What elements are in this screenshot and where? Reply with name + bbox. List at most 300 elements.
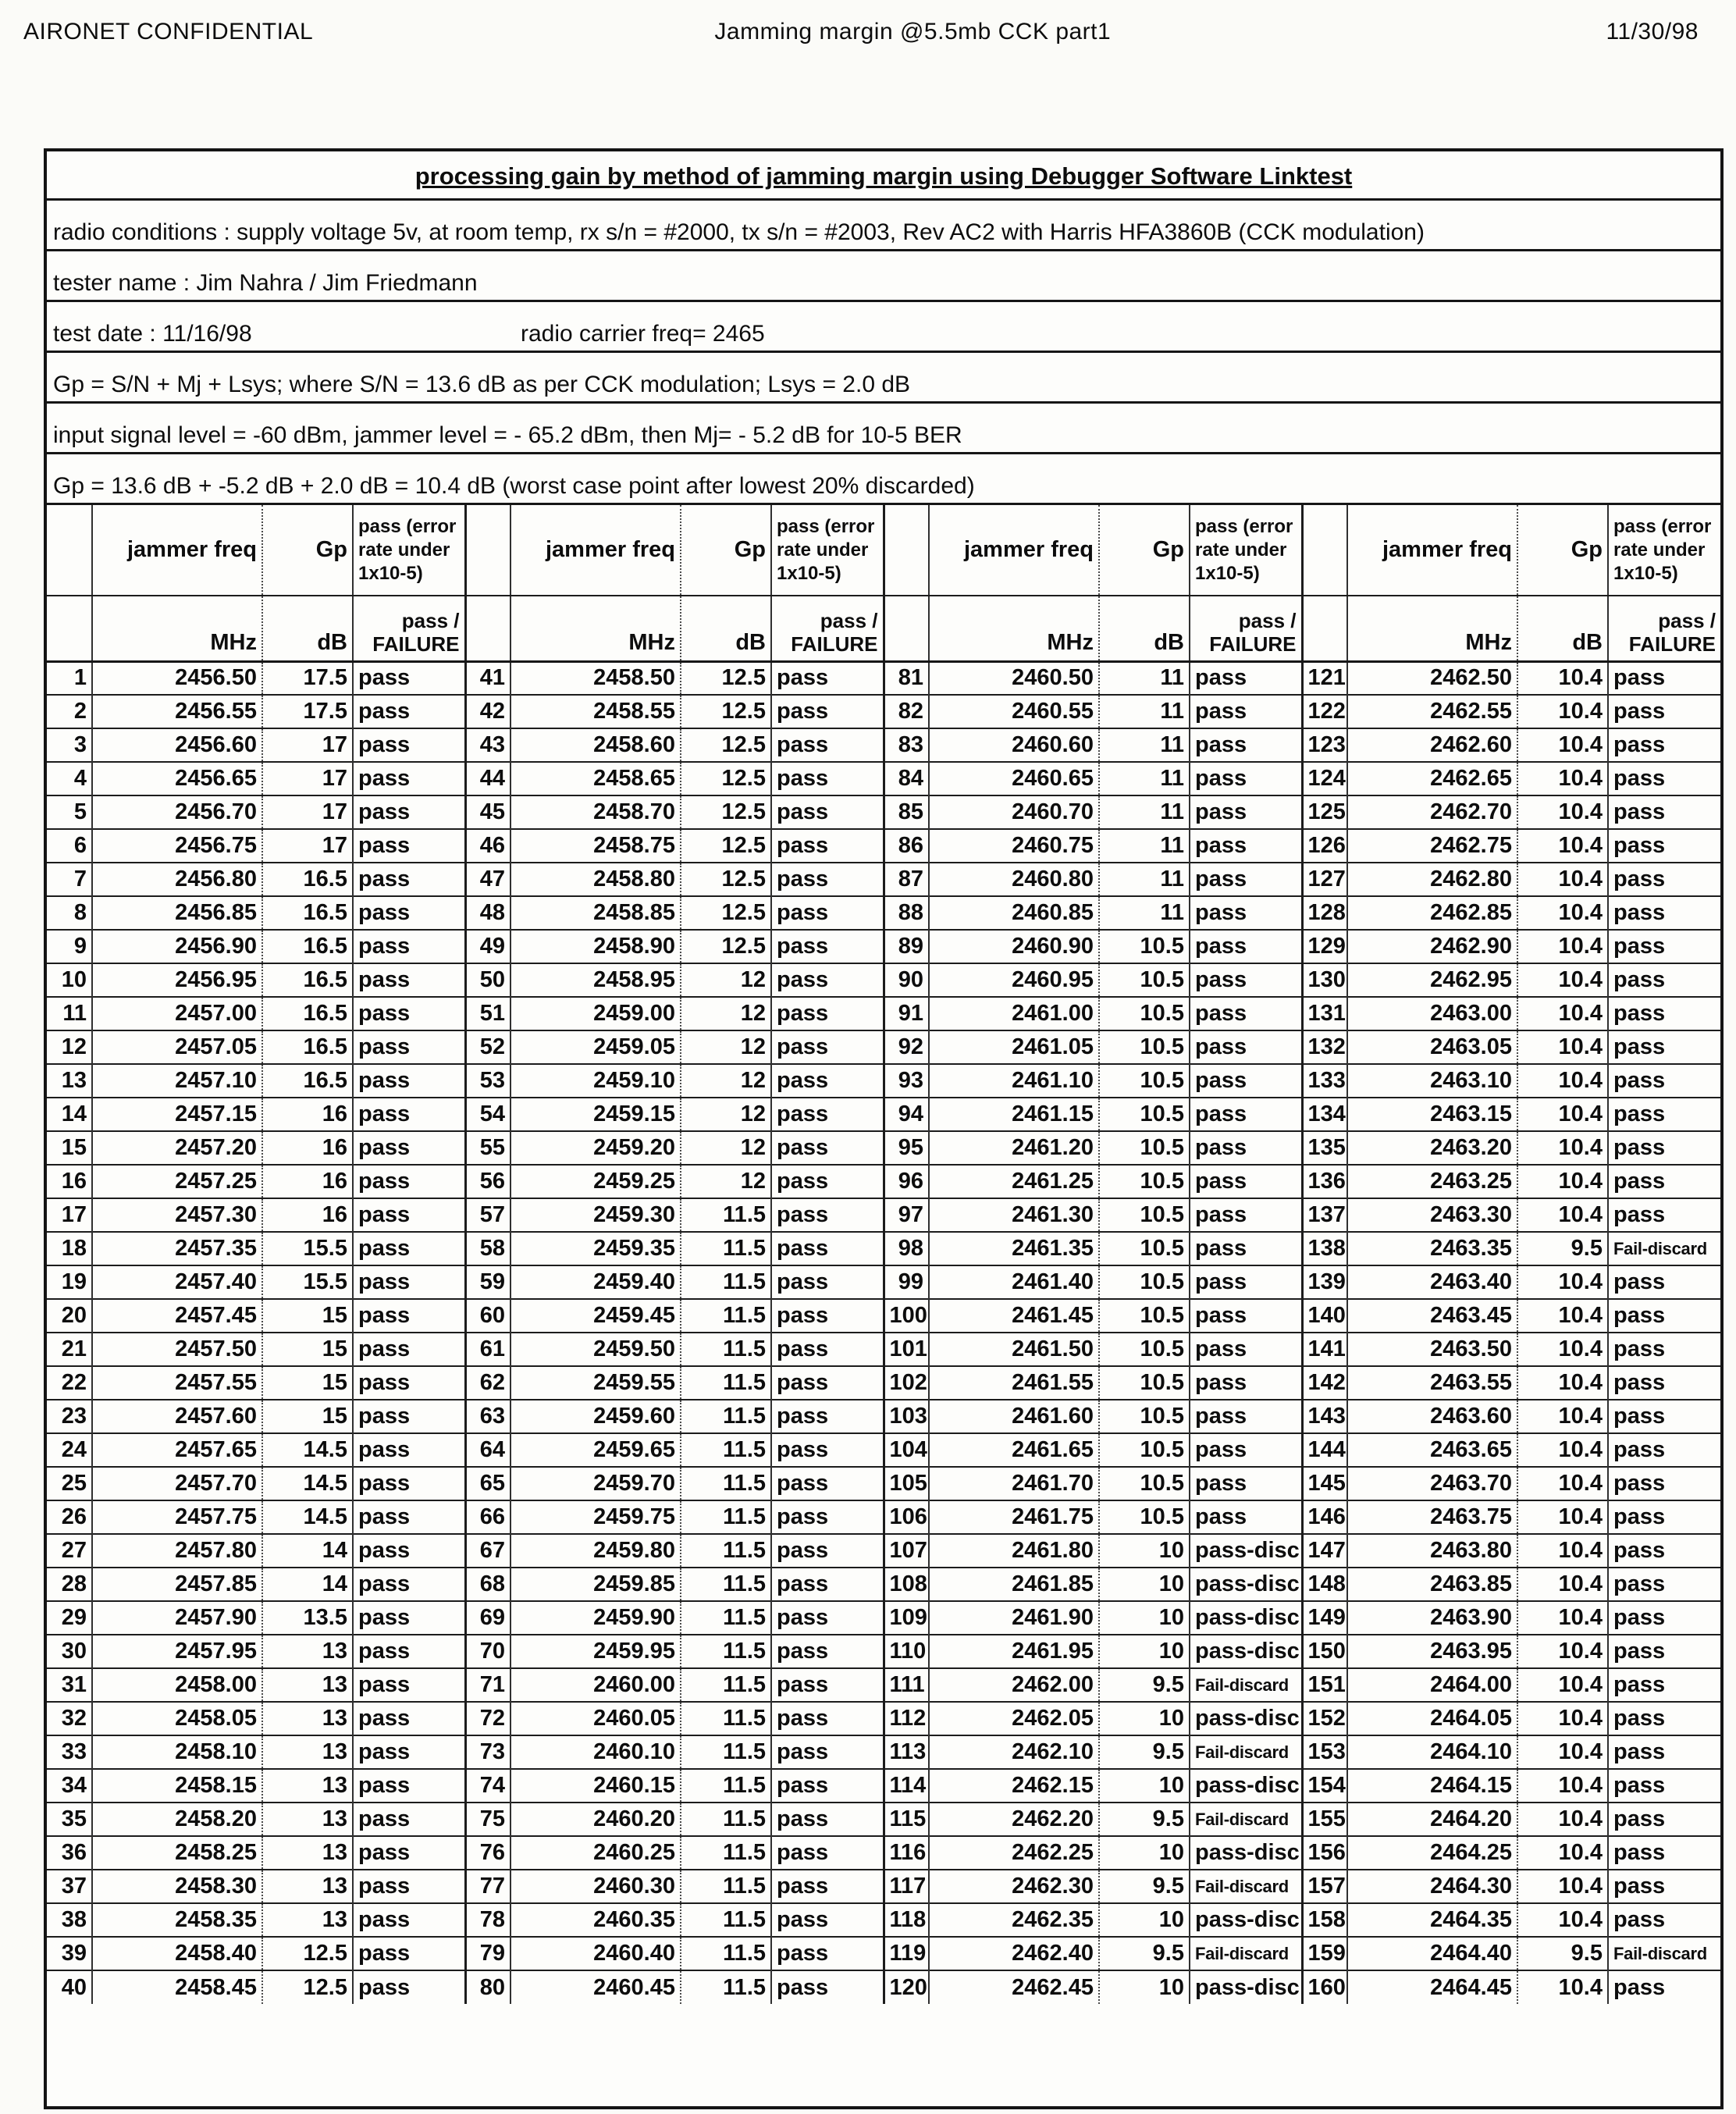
status-value: pass xyxy=(1608,1903,1720,1937)
table-row xyxy=(47,1937,1720,1970)
confidential-label: AIRONET CONFIDENTIAL xyxy=(23,19,314,44)
jammer-freq-value: 2462.15 xyxy=(929,1769,1099,1803)
status-value: pass xyxy=(1608,1836,1720,1870)
status-value: pass xyxy=(1190,1198,1302,1232)
gp-value: 10.4 xyxy=(1517,1131,1608,1165)
status-value: pass xyxy=(771,1333,884,1366)
status-value: pass xyxy=(353,1903,465,1937)
gp-value: 12 xyxy=(681,1030,771,1064)
jammer-freq-value: 2461.85 xyxy=(929,1568,1099,1601)
jammer-freq-value: 2464.15 xyxy=(1347,1769,1517,1803)
status-value: pass xyxy=(1190,661,1302,695)
row-number: 133 xyxy=(1302,1064,1347,1098)
row-number: 107 xyxy=(884,1534,929,1568)
row-number: 112 xyxy=(884,1702,929,1735)
row-number: 11 xyxy=(47,997,92,1030)
status-value: pass xyxy=(353,930,465,963)
gp-value: 10.4 xyxy=(1517,1064,1608,1098)
row-number: 155 xyxy=(1302,1803,1347,1836)
gp-value: 12.5 xyxy=(262,1970,353,2004)
gp-value: 11.5 xyxy=(681,1937,771,1970)
jammer-freq-value: 2461.35 xyxy=(929,1232,1099,1265)
gp-value: 11 xyxy=(1099,795,1190,829)
row-number: 25 xyxy=(47,1467,92,1500)
status-value: pass xyxy=(771,661,884,695)
row-number: 26 xyxy=(47,1500,92,1534)
row-number: 138 xyxy=(1302,1232,1347,1265)
jammer-freq-value: 2461.25 xyxy=(929,1165,1099,1198)
gp-value: 9.5 xyxy=(1517,1232,1608,1265)
status-value: pass xyxy=(771,1702,884,1735)
row-number: 134 xyxy=(1302,1098,1347,1131)
gp-value: 13 xyxy=(262,1803,353,1836)
gp-value: 10.4 xyxy=(1517,829,1608,863)
jammer-freq-value: 2460.75 xyxy=(929,829,1099,863)
table-row xyxy=(47,1970,1720,2004)
jammer-freq-value: 2464.20 xyxy=(1347,1803,1517,1836)
row-number: 81 xyxy=(884,661,929,695)
status-value: pass xyxy=(353,1131,465,1165)
status-value: pass xyxy=(1608,1500,1720,1534)
jammer-freq-value: 2459.30 xyxy=(510,1198,681,1232)
status-value: pass xyxy=(771,728,884,762)
jammer-freq-value: 2463.10 xyxy=(1347,1064,1517,1098)
jammer-freq-value: 2464.30 xyxy=(1347,1870,1517,1903)
status-value: Fail-discard xyxy=(1190,1870,1302,1903)
gp-value: 16.5 xyxy=(262,863,353,896)
status-value: pass xyxy=(353,997,465,1030)
row-number: 54 xyxy=(465,1098,510,1131)
gp-value: 10.5 xyxy=(1099,1098,1190,1131)
gp-value: 14.5 xyxy=(262,1433,353,1467)
col-header-pass-failure: pass / FAILURE xyxy=(1608,596,1720,661)
gp-value: 12 xyxy=(681,997,771,1030)
status-value: pass xyxy=(771,1467,884,1500)
status-value: pass xyxy=(1608,1568,1720,1601)
jammer-freq-value: 2462.90 xyxy=(1347,930,1517,963)
table-row xyxy=(47,1098,1720,1131)
jammer-freq-value: 2457.85 xyxy=(92,1568,262,1601)
jammer-freq-value: 2459.70 xyxy=(510,1467,681,1500)
gp-value: 11.5 xyxy=(681,1803,771,1836)
gp-value: 11.5 xyxy=(681,1903,771,1937)
row-number: 139 xyxy=(1302,1265,1347,1299)
row-number: 12 xyxy=(47,1030,92,1064)
gp-value: 10.5 xyxy=(1099,1232,1190,1265)
row-number: 118 xyxy=(884,1903,929,1937)
gp-value: 11.5 xyxy=(681,1836,771,1870)
gp-value: 11 xyxy=(1099,829,1190,863)
jammer-freq-value: 2463.30 xyxy=(1347,1198,1517,1232)
table-row xyxy=(47,1534,1720,1568)
col-header-gp: Gp xyxy=(681,505,771,596)
row-number: 73 xyxy=(465,1735,510,1769)
status-value: pass xyxy=(771,1836,884,1870)
table-row xyxy=(47,1265,1720,1299)
row-number: 44 xyxy=(465,762,510,795)
table-row xyxy=(47,1030,1720,1064)
status-value: pass xyxy=(1190,1400,1302,1433)
status-value: pass xyxy=(353,1635,465,1668)
row-number: 10 xyxy=(47,963,92,997)
jammer-freq-value: 2462.50 xyxy=(1347,661,1517,695)
jammer-freq-value: 2461.90 xyxy=(929,1601,1099,1635)
gp-value: 17 xyxy=(262,728,353,762)
gp-value: 10.5 xyxy=(1099,1131,1190,1165)
row-number: 85 xyxy=(884,795,929,829)
status-value: pass xyxy=(1608,1467,1720,1500)
status-value: pass xyxy=(1608,1870,1720,1903)
table-row xyxy=(47,896,1720,930)
table-row xyxy=(47,1500,1720,1534)
status-value: pass xyxy=(1190,695,1302,728)
row-number: 157 xyxy=(1302,1870,1347,1903)
gp-value: 10.4 xyxy=(1517,1098,1608,1131)
status-value: pass xyxy=(1190,1232,1302,1265)
gp-value: 11.5 xyxy=(681,1870,771,1903)
row-number: 158 xyxy=(1302,1903,1347,1937)
row-number: 6 xyxy=(47,829,92,863)
row-number: 88 xyxy=(884,896,929,930)
row-number: 80 xyxy=(465,1970,510,2004)
status-value: pass xyxy=(1608,1265,1720,1299)
row-number: 30 xyxy=(47,1635,92,1668)
status-value: pass-disc xyxy=(1190,1601,1302,1635)
gp-value: 11.5 xyxy=(681,1467,771,1500)
row-number: 86 xyxy=(884,829,929,863)
table-row xyxy=(47,1903,1720,1937)
jammer-freq-value: 2456.90 xyxy=(92,930,262,963)
gp-value: 11.5 xyxy=(681,1265,771,1299)
carrier-freq: radio carrier freq= 2465 xyxy=(520,321,765,347)
gp-value: 10 xyxy=(1099,1769,1190,1803)
row-number: 92 xyxy=(884,1030,929,1064)
status-value: pass xyxy=(771,1803,884,1836)
col-header-db: dB xyxy=(681,596,771,661)
gp-value: 14 xyxy=(262,1568,353,1601)
jammer-freq-value: 2458.30 xyxy=(92,1870,262,1903)
status-value: Fail-discard xyxy=(1608,1937,1720,1970)
row-number: 129 xyxy=(1302,930,1347,963)
gp-value: 10 xyxy=(1099,1568,1190,1601)
jammer-freq-value: 2458.45 xyxy=(92,1970,262,2004)
jammer-freq-value: 2457.50 xyxy=(92,1333,262,1366)
row-number: 94 xyxy=(884,1098,929,1131)
row-number: 72 xyxy=(465,1702,510,1735)
status-value: Fail-discard xyxy=(1190,1735,1302,1769)
table-row xyxy=(47,963,1720,997)
row-number: 16 xyxy=(47,1165,92,1198)
status-value: pass xyxy=(1190,1433,1302,1467)
row-number: 122 xyxy=(1302,695,1347,728)
test-date: test date : 11/16/98 xyxy=(53,321,252,347)
col-header-jammer-freq: jammer freq xyxy=(1347,505,1517,596)
col-header-pass-failure: pass / FAILURE xyxy=(353,596,465,661)
status-value: pass xyxy=(1608,1534,1720,1568)
row-number: 106 xyxy=(884,1500,929,1534)
jammer-freq-value: 2459.25 xyxy=(510,1165,681,1198)
gp-value: 11 xyxy=(1099,728,1190,762)
gp-value: 10.4 xyxy=(1517,1400,1608,1433)
status-value: pass xyxy=(771,1198,884,1232)
row-number: 58 xyxy=(465,1232,510,1265)
jammer-freq-value: 2463.80 xyxy=(1347,1534,1517,1568)
status-value: pass xyxy=(353,1232,465,1265)
jammer-freq-value: 2457.05 xyxy=(92,1030,262,1064)
row-number: 152 xyxy=(1302,1702,1347,1735)
row-number: 141 xyxy=(1302,1333,1347,1366)
table-row xyxy=(47,728,1720,762)
gp-value: 10.5 xyxy=(1099,1299,1190,1333)
gp-value: 11 xyxy=(1099,762,1190,795)
jammer-freq-value: 2461.20 xyxy=(929,1131,1099,1165)
gp-value: 16.5 xyxy=(262,930,353,963)
row-number: 24 xyxy=(47,1433,92,1467)
status-value: pass xyxy=(771,1937,884,1970)
table-row xyxy=(47,1568,1720,1601)
row-number: 108 xyxy=(884,1568,929,1601)
jammer-freq-value: 2463.20 xyxy=(1347,1131,1517,1165)
status-value: pass xyxy=(353,695,465,728)
gp-value: 9.5 xyxy=(1517,1937,1608,1970)
col-header-gp: Gp xyxy=(262,505,353,596)
col-header-pass-criteria: pass (error rate under 1x10-5) xyxy=(1608,505,1720,596)
col-header-mhz: MHz xyxy=(929,596,1099,661)
gp-value: 13 xyxy=(262,1836,353,1870)
column-spacer xyxy=(465,505,510,596)
row-number: 4 xyxy=(47,762,92,795)
row-number: 160 xyxy=(1302,1970,1347,2004)
jammer-freq-value: 2456.50 xyxy=(92,661,262,695)
status-value: pass xyxy=(771,695,884,728)
status-value: pass xyxy=(353,762,465,795)
jammer-freq-value: 2463.70 xyxy=(1347,1467,1517,1500)
gp-value: 11.5 xyxy=(681,1702,771,1735)
table-row xyxy=(47,1232,1720,1265)
row-number: 17 xyxy=(47,1198,92,1232)
gp-value: 11.5 xyxy=(681,1366,771,1400)
jammer-freq-value: 2458.15 xyxy=(92,1769,262,1803)
jammer-freq-value: 2461.70 xyxy=(929,1467,1099,1500)
row-number: 35 xyxy=(47,1803,92,1836)
col-header-jammer-freq: jammer freq xyxy=(929,505,1099,596)
gp-value: 17.5 xyxy=(262,661,353,695)
jammer-freq-value: 2464.40 xyxy=(1347,1937,1517,1970)
row-number: 91 xyxy=(884,997,929,1030)
gp-value: 10.5 xyxy=(1099,1333,1190,1366)
jammer-freq-value: 2461.65 xyxy=(929,1433,1099,1467)
gp-value: 10.4 xyxy=(1517,1198,1608,1232)
row-number: 97 xyxy=(884,1198,929,1232)
jammer-freq-value: 2459.60 xyxy=(510,1400,681,1433)
status-value: pass xyxy=(1190,930,1302,963)
row-number: 93 xyxy=(884,1064,929,1098)
row-number: 125 xyxy=(1302,795,1347,829)
status-value: pass xyxy=(1608,695,1720,728)
jammer-freq-value: 2456.65 xyxy=(92,762,262,795)
status-value: pass xyxy=(1190,1165,1302,1198)
status-value: pass xyxy=(1190,762,1302,795)
row-number: 50 xyxy=(465,963,510,997)
jammer-freq-value: 2457.35 xyxy=(92,1232,262,1265)
status-value: pass xyxy=(353,795,465,829)
gp-value: 17 xyxy=(262,829,353,863)
status-value: pass xyxy=(353,963,465,997)
jammer-freq-value: 2461.60 xyxy=(929,1400,1099,1433)
status-value: pass xyxy=(1608,1635,1720,1668)
row-number: 15 xyxy=(47,1131,92,1165)
status-value: pass xyxy=(771,1131,884,1165)
jammer-freq-value: 2457.30 xyxy=(92,1198,262,1232)
status-value: pass xyxy=(771,1366,884,1400)
row-number: 34 xyxy=(47,1769,92,1803)
table-row xyxy=(47,930,1720,963)
jammer-freq-value: 2463.05 xyxy=(1347,1030,1517,1064)
status-value: pass xyxy=(1190,863,1302,896)
gp-value: 10.4 xyxy=(1517,1165,1608,1198)
gp-value: 17 xyxy=(262,795,353,829)
status-value: pass xyxy=(353,1970,465,2004)
col-header-mhz: MHz xyxy=(510,596,681,661)
jammer-freq-value: 2456.95 xyxy=(92,963,262,997)
row-number: 5 xyxy=(47,795,92,829)
status-value: pass xyxy=(1190,1098,1302,1131)
status-value: pass xyxy=(353,1668,465,1702)
status-value: pass xyxy=(1190,896,1302,930)
status-value: pass xyxy=(771,1601,884,1635)
status-value: pass xyxy=(1608,896,1720,930)
gp-value: 10.4 xyxy=(1517,1030,1608,1064)
gp-value: 10.4 xyxy=(1517,1601,1608,1635)
row-number: 41 xyxy=(465,661,510,695)
gp-value: 9.5 xyxy=(1099,1803,1190,1836)
jammer-freq-value: 2461.45 xyxy=(929,1299,1099,1333)
row-number: 51 xyxy=(465,997,510,1030)
status-value: pass xyxy=(353,1836,465,1870)
gp-value: 11 xyxy=(1099,661,1190,695)
status-value: pass xyxy=(771,1098,884,1131)
status-value: pass xyxy=(771,762,884,795)
gp-value: 10.4 xyxy=(1517,1668,1608,1702)
jammer-freq-value: 2463.75 xyxy=(1347,1500,1517,1534)
status-value: pass-disc xyxy=(1190,1635,1302,1668)
gp-result-line: Gp = 13.6 dB + -5.2 dB + 2.0 dB = 10.4 dB (worst case point after lowest 20% discarded) xyxy=(47,454,1720,505)
status-value: pass xyxy=(1608,829,1720,863)
row-number: 40 xyxy=(47,1970,92,2004)
column-spacer xyxy=(47,596,92,661)
row-number: 60 xyxy=(465,1299,510,1333)
jammer-freq-value: 2462.05 xyxy=(929,1702,1099,1735)
status-value: pass xyxy=(353,1702,465,1735)
jammer-freq-value: 2462.10 xyxy=(929,1735,1099,1769)
jammer-freq-value: 2461.40 xyxy=(929,1265,1099,1299)
jammer-freq-value: 2461.75 xyxy=(929,1500,1099,1534)
row-number: 76 xyxy=(465,1836,510,1870)
gp-value: 10.5 xyxy=(1099,1366,1190,1400)
status-value: pass xyxy=(1608,1366,1720,1400)
status-value: pass xyxy=(771,963,884,997)
row-number: 21 xyxy=(47,1333,92,1366)
jammer-freq-value: 2461.10 xyxy=(929,1064,1099,1098)
jammer-freq-value: 2457.75 xyxy=(92,1500,262,1534)
gp-value: 13 xyxy=(262,1769,353,1803)
status-value: pass xyxy=(353,1198,465,1232)
jammer-freq-value: 2459.40 xyxy=(510,1265,681,1299)
status-value: pass xyxy=(771,1903,884,1937)
row-number: 90 xyxy=(884,963,929,997)
jammer-freq-value: 2459.75 xyxy=(510,1500,681,1534)
jammer-freq-value: 2462.30 xyxy=(929,1870,1099,1903)
row-number: 29 xyxy=(47,1601,92,1635)
status-value: pass xyxy=(1190,1500,1302,1534)
jammer-freq-value: 2458.85 xyxy=(510,896,681,930)
gp-value: 10.4 xyxy=(1517,1333,1608,1366)
jammer-freq-value: 2458.55 xyxy=(510,695,681,728)
jammer-freq-value: 2458.95 xyxy=(510,963,681,997)
jammer-freq-value: 2457.10 xyxy=(92,1064,262,1098)
row-number: 75 xyxy=(465,1803,510,1836)
jammer-freq-value: 2458.60 xyxy=(510,728,681,762)
table-row xyxy=(47,1333,1720,1366)
table-row xyxy=(47,1299,1720,1333)
status-value: pass xyxy=(771,1668,884,1702)
status-value: pass xyxy=(353,1165,465,1198)
jammer-freq-value: 2457.95 xyxy=(92,1635,262,1668)
jammer-freq-value: 2462.70 xyxy=(1347,795,1517,829)
row-number: 100 xyxy=(884,1299,929,1333)
status-value: pass xyxy=(1608,762,1720,795)
status-value: pass xyxy=(1608,1333,1720,1366)
row-number: 120 xyxy=(884,1970,929,2004)
tester-name-line: tester name : Jim Nahra / Jim Friedmann xyxy=(47,251,1720,302)
row-number: 147 xyxy=(1302,1534,1347,1568)
status-value: pass xyxy=(1190,1333,1302,1366)
jammer-freq-value: 2462.65 xyxy=(1347,762,1517,795)
table-row xyxy=(47,795,1720,829)
jammer-freq-value: 2460.95 xyxy=(929,963,1099,997)
gp-value: 9.5 xyxy=(1099,1870,1190,1903)
row-number: 65 xyxy=(465,1467,510,1500)
jammer-freq-value: 2460.50 xyxy=(929,661,1099,695)
gp-value: 10.5 xyxy=(1099,1433,1190,1467)
gp-value: 10.4 xyxy=(1517,1836,1608,1870)
row-number: 71 xyxy=(465,1668,510,1702)
jammer-freq-value: 2458.40 xyxy=(92,1937,262,1970)
status-value: pass xyxy=(353,1601,465,1635)
row-number: 20 xyxy=(47,1299,92,1333)
row-number: 52 xyxy=(465,1030,510,1064)
jammer-freq-value: 2458.50 xyxy=(510,661,681,695)
table-row xyxy=(47,661,1720,695)
gp-value: 11.5 xyxy=(681,1534,771,1568)
gp-value: 11.5 xyxy=(681,1601,771,1635)
jammer-freq-value: 2458.00 xyxy=(92,1668,262,1702)
jammer-freq-value: 2462.00 xyxy=(929,1668,1099,1702)
status-value: pass xyxy=(771,1870,884,1903)
status-value: pass xyxy=(1608,1131,1720,1165)
row-number: 104 xyxy=(884,1433,929,1467)
column-spacer xyxy=(47,505,92,596)
gp-value: 16.5 xyxy=(262,963,353,997)
status-value: pass xyxy=(1608,728,1720,762)
status-value: pass xyxy=(1190,1131,1302,1165)
gp-value: 10 xyxy=(1099,1702,1190,1735)
status-value: pass xyxy=(771,1635,884,1668)
status-value: pass-disc xyxy=(1190,1702,1302,1735)
gp-value: 11.5 xyxy=(681,1198,771,1232)
table-row xyxy=(47,997,1720,1030)
gp-value: 15 xyxy=(262,1333,353,1366)
